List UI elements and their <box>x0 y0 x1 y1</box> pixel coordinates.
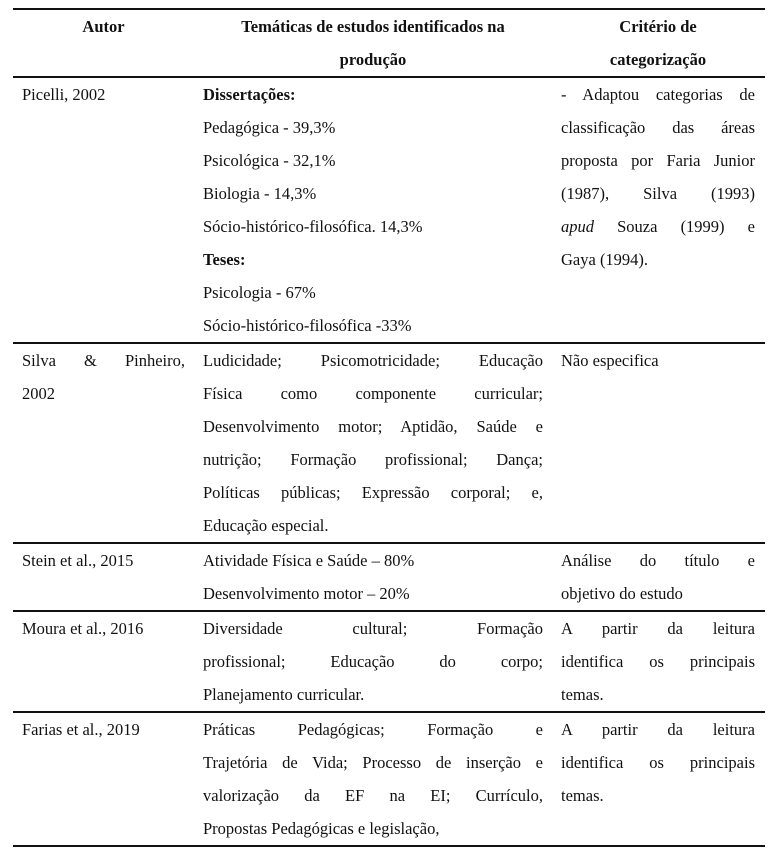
table-row <box>13 712 765 846</box>
criteria-line: Não especifica <box>561 351 659 370</box>
themes-line: Sócio-histórico-filosófica. 14,3% <box>203 217 423 236</box>
criteria-line: identifica os principais <box>561 652 755 671</box>
criteria-line: objetivo do estudo <box>561 584 683 603</box>
themes-cell <box>195 343 553 543</box>
criteria-line: Análise do título e <box>561 551 755 570</box>
criteria-cell <box>553 343 765 543</box>
table-row <box>13 611 765 712</box>
themes-line: Biologia - 14,3% <box>203 184 317 203</box>
studies-table <box>13 8 765 847</box>
author-cell <box>13 343 195 543</box>
author-line: 2002 <box>22 384 55 403</box>
themes-line: valorização da EF na EI; Currículo, <box>203 786 543 805</box>
themes-line: Ludicidade; Psicomotricidade; Educação <box>203 351 543 370</box>
table-row <box>13 77 765 343</box>
author-line: Stein et al., 2015 <box>22 551 134 570</box>
table-row <box>13 343 765 543</box>
themes-line: nutrição; Formação profissional; Dança; <box>203 450 543 469</box>
themes-line: Sócio-histórico-filosófica -33% <box>203 316 412 335</box>
themes-line: Dissertações: <box>203 85 296 104</box>
themes-line: Educação especial. <box>203 516 329 535</box>
criteria-line: identifica os principais <box>561 753 755 772</box>
criteria-line: temas. <box>561 685 604 704</box>
themes-line: Planejamento curricular. <box>203 685 365 704</box>
author-line: Picelli, 2002 <box>22 85 106 104</box>
criteria-line: (1987), Silva (1993) <box>561 184 755 203</box>
author-line: Moura et al., 2016 <box>22 619 144 638</box>
themes-cell <box>195 611 553 712</box>
themes-line: Psicológica - 32,1% <box>203 151 336 170</box>
criteria-line: apud Souza (1999) e <box>561 217 755 236</box>
criteria-line: Gaya (1994). <box>561 250 649 269</box>
themes-line: Pedagógica - 39,3% <box>203 118 336 137</box>
themes-line: profissional; Educação do corpo; <box>203 652 543 671</box>
header-line: produção <box>339 50 407 69</box>
table-header <box>13 9 765 77</box>
author-cell <box>13 611 195 712</box>
themes-line: Políticas públicas; Expressão corporal; e, <box>203 483 543 502</box>
themes-line: Diversidade cultural; Formação <box>203 619 543 638</box>
header-criteria <box>553 9 765 77</box>
themes-cell <box>195 543 553 611</box>
header-author <box>13 9 195 77</box>
themes-line: Desenvolvimento motor; Aptidão, Saúde e <box>203 417 543 436</box>
themes-line: Propostas Pedagógicas e legislação, <box>203 819 440 838</box>
table-row <box>13 543 765 611</box>
themes-line: Atividade Física e Saúde – 80% <box>203 551 415 570</box>
author-line: Farias et al., 2019 <box>22 720 140 739</box>
author-line: Silva & Pinheiro, <box>22 351 185 370</box>
author-cell <box>13 77 195 343</box>
header-line: Temáticas de estudos identificados na <box>241 17 505 36</box>
criteria-line: - Adaptou categorias de <box>561 85 755 104</box>
header-line: categorização <box>609 50 707 69</box>
themes-cell <box>195 77 553 343</box>
criteria-line: classificação das áreas <box>561 118 755 137</box>
themes-line: Práticas Pedagógicas; Formação e <box>203 720 543 739</box>
criteria-line: proposta por Faria Junior <box>561 151 755 170</box>
header-themes <box>195 9 553 77</box>
criteria-line: temas. <box>561 786 604 805</box>
themes-line: Teses: <box>203 250 246 269</box>
criteria-cell <box>553 543 765 611</box>
author-cell <box>13 543 195 611</box>
criteria-line: A partir da leitura <box>561 720 755 739</box>
themes-line: Física como componente curricular; <box>203 384 543 403</box>
criteria-cell <box>553 712 765 846</box>
themes-line: Psicologia - 67% <box>203 283 316 302</box>
author-cell <box>13 712 195 846</box>
themes-cell <box>195 712 553 846</box>
criteria-cell <box>553 77 765 343</box>
themes-line: Desenvolvimento motor – 20% <box>203 584 410 603</box>
themes-line: Trajetória de Vida; Processo de inserção e <box>203 753 543 772</box>
criteria-line: A partir da leitura <box>561 619 755 638</box>
header-line: Critério de <box>619 17 697 36</box>
header-line: Autor <box>82 17 125 36</box>
criteria-cell <box>553 611 765 712</box>
